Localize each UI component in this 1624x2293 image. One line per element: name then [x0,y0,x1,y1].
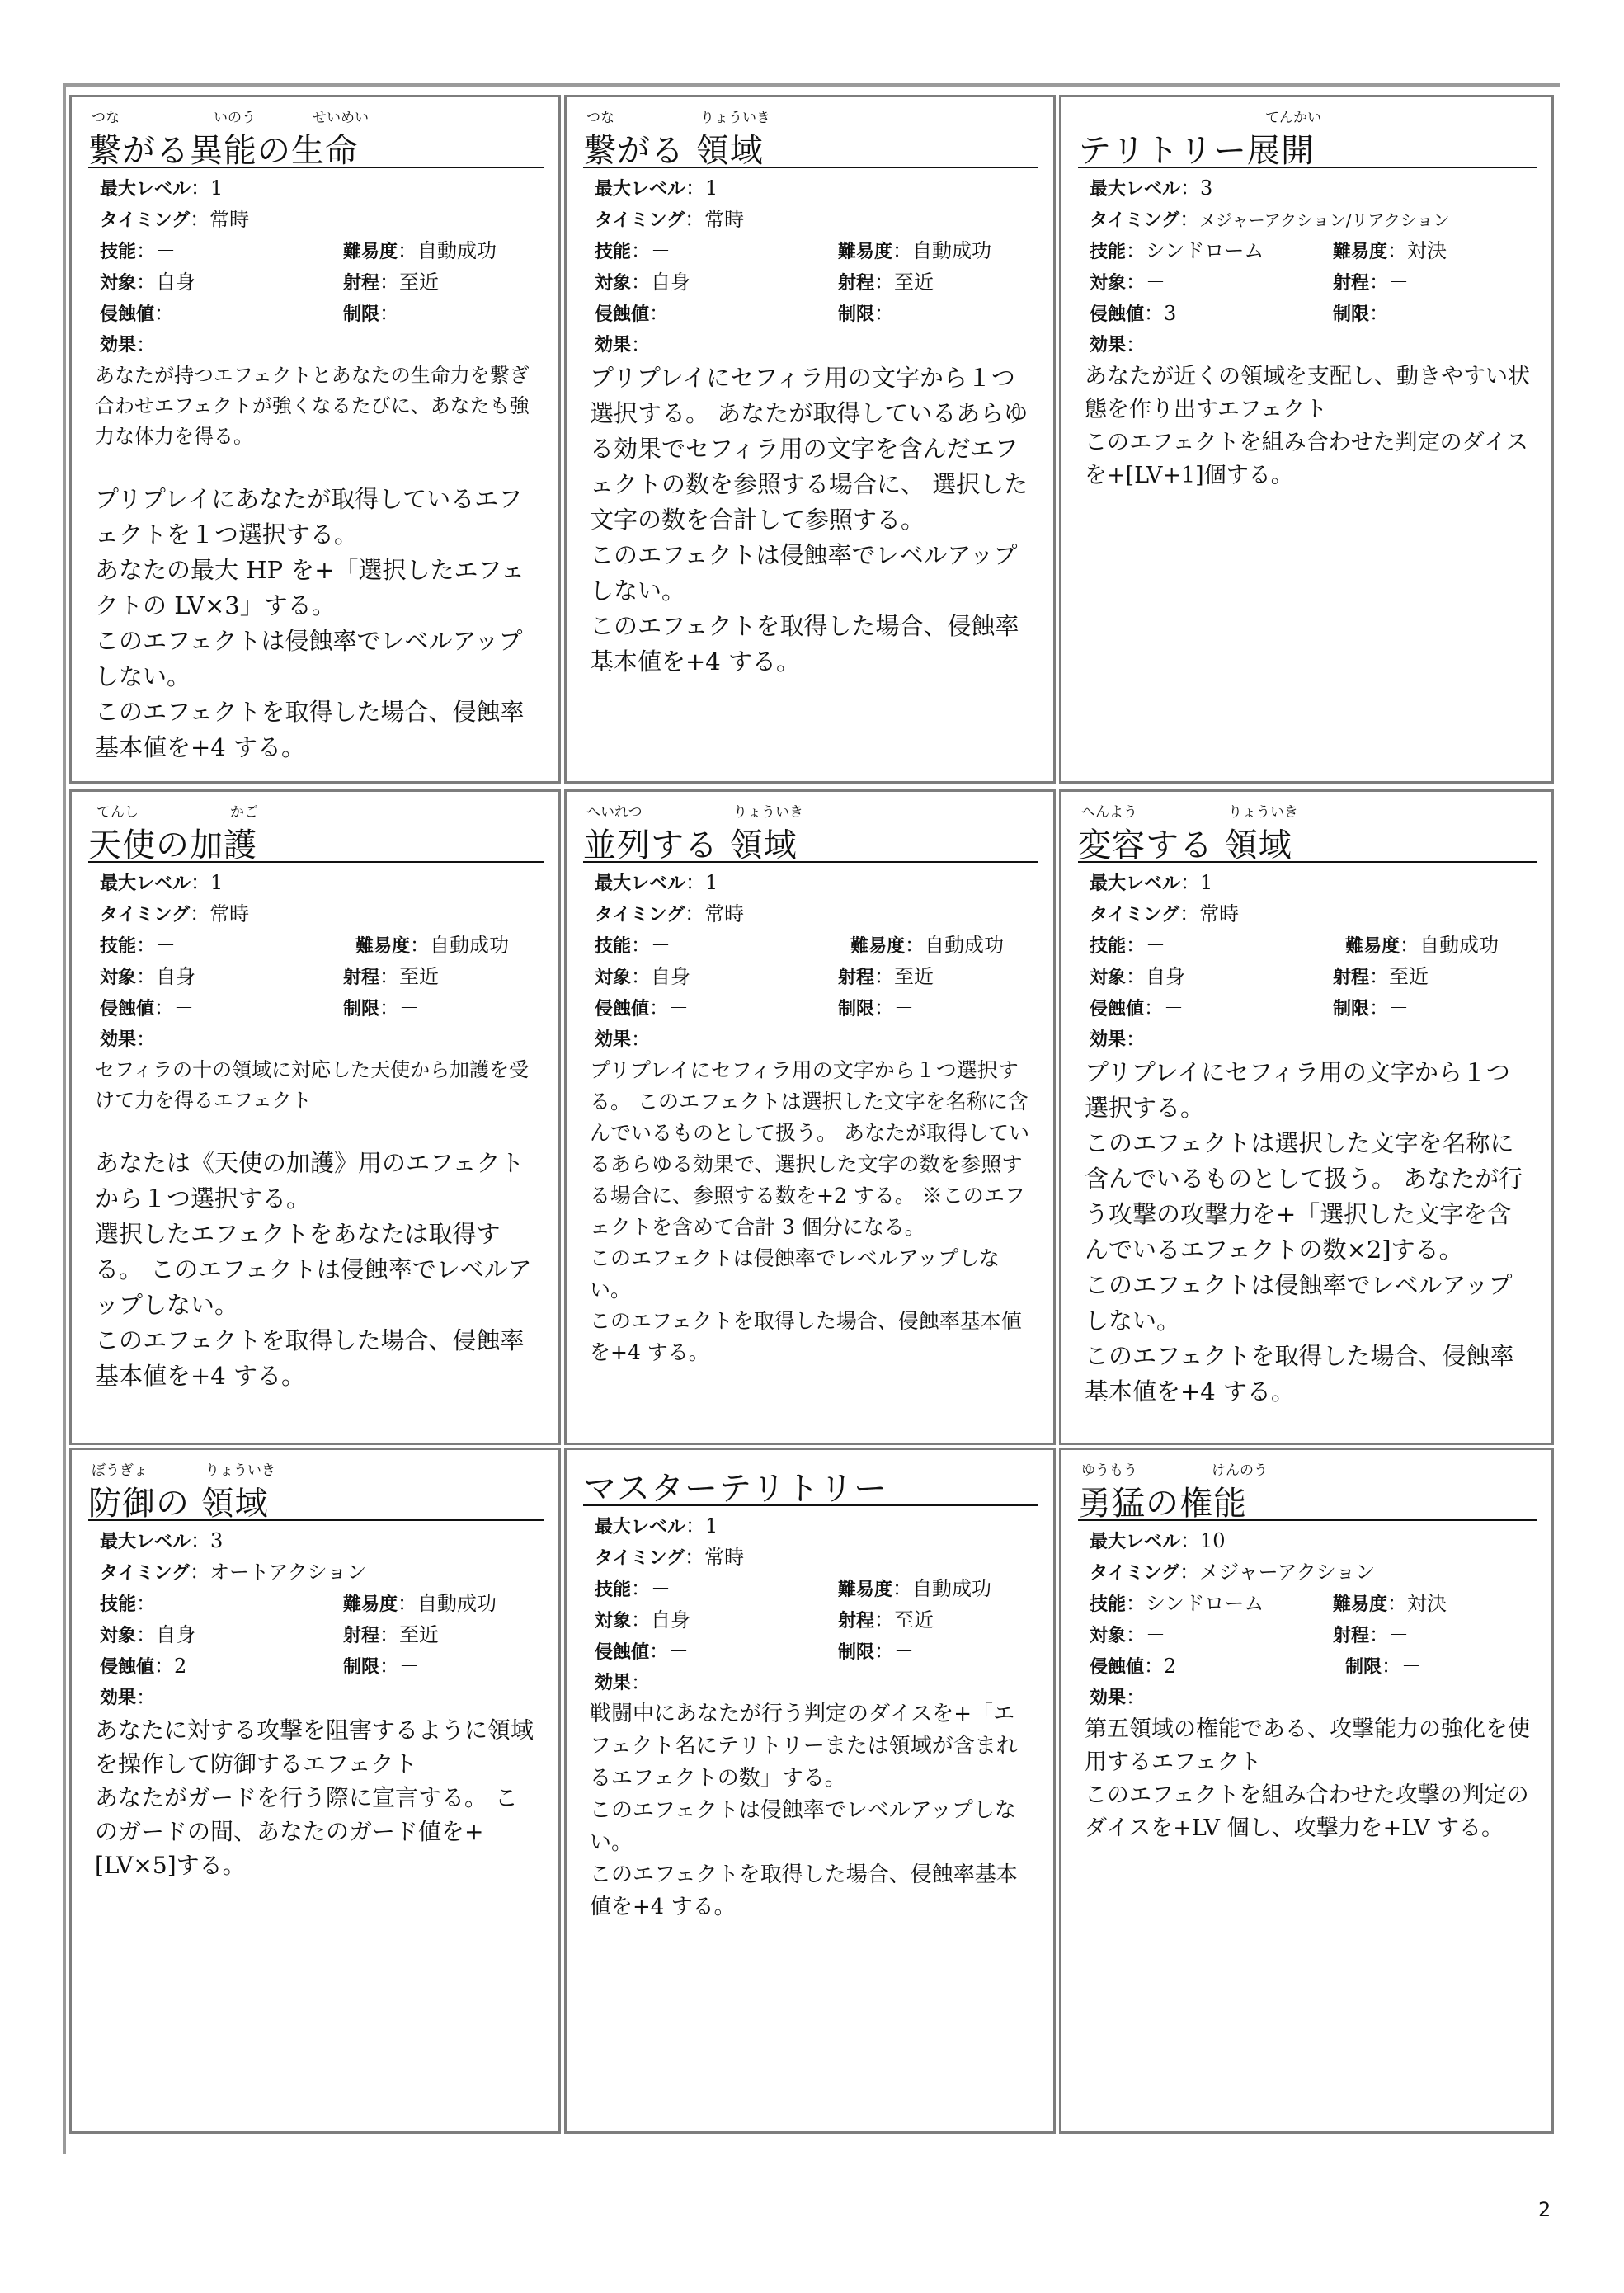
card-title [583,1457,1038,1506]
stat-row: 技能：－ 難易度：自動成功 [595,1577,992,1600]
effect-card [1059,1448,1554,2134]
stat-row: 対象：－ 射程：－ [1090,1623,1410,1646]
stat-row: 効果 ： [1090,1686,1146,1709]
stat-row: 対象：自身 射程：至近 [595,965,934,988]
effect-text: あなたが近くの領域を支配し、動きやすい状態を作り出すエフェクト このエフェクトを組み合わせた判定のダイスを+[LV+1]個する。 [1085,364,1530,488]
stat-row: 侵蝕値：－ 制限：－ [595,996,915,1019]
stat-row: 対象：自身 射程：至近 [100,271,440,294]
stat-row: 技能：－ 難易度：自動成功 [595,934,1005,957]
effect-text: あなたに対する攻撃を阻害するように領域を操作して防御するエフェクト あなたがガードを行う際に宣言する。 このガードの間、あなたのガード値を+[LV×5]する。 [95,1716,534,1879]
effect-card [564,1448,1056,2134]
stat-row: 侵蝕値：3 制限：－ [1090,302,1410,325]
effect-text: プリプレイにセフィラ用の文字から１つ選択する。 あなたが取得しているあらゆる効果でセフィラ用の文字を含んだエフェクトの数を参照する場合に、 選択した文字の数を合計して参照する。 このエフェクトは侵蝕率でレベルアップしない。 このエフェクトを取得した場合、侵蝕率基本値を+4 する。 [590,364,1029,676]
effect-name: マスターテリトリー [583,1470,887,1508]
effect-text: あなたは《天使の加護》用のエフェクトから１つ選択する。 選択したエフェクトをあなたは取得する。 このエフェクトは侵蝕率でレベルアップしない。 このエフェクトを取得した場合、侵蝕率基本値を+4 する。 [95,1149,532,1390]
stat-row: 最大レベル：1 [595,1514,718,1537]
effect-name: 変容する 領域 [1078,826,1292,864]
stat-row: 技能：シンドローム 難易度：対決 [1090,239,1447,262]
stat-row: タイミング：常時 [100,208,250,231]
stat-row: 侵蝕値：2 制限：－ [1090,1655,1422,1678]
effect-card [564,789,1056,1445]
stat-row: 対象：自身 射程：至近 [595,1608,934,1631]
effect-name: 繋がる 領域 [583,132,764,170]
card-title: てんし かご 天使の加護 [88,798,544,863]
stat-row: 侵蝕値：－ 制限：－ [595,1640,915,1663]
stat-row: 最大レベル：1 [595,871,718,894]
stat-row: 対象：自身 射程：至近 [100,1623,440,1646]
effect-name: 天使の加護 [88,826,257,864]
stat-row: 技能：－ 難易度：自動成功 [100,934,510,957]
stat-row: 技能：－ 難易度：自動成功 [1090,934,1499,957]
stat-row: 効果 ： [100,1028,157,1051]
stat-row: 最大レベル：10 [1090,1529,1226,1552]
effect-name: テリトリー展開 [1078,132,1315,170]
effect-card [69,1448,561,2134]
effect-text: 第五領域の権能である、攻撃能力の強化を使用するエフェクト このエフェクトを組み合わせた攻撃の判定のダイスを+LV 個し、攻撃力を+LV する。 [1085,1716,1530,1841]
stat-row: タイミング：メジャーアクション [1090,1561,1376,1584]
stat-row: 効果 ： [1090,1028,1146,1051]
card-title: へいれつ りょういき 並列する 領域 [583,798,1038,863]
effect-card [564,95,1056,784]
effect-text: プリプレイにセフィラ用の文字から１つ選択する。 このエフェクトは選択した文字を名称に含んでいるものとして扱う。 あなたが取得しているあらゆる効果で、選択した文字の数を参照する場合に、参照する数を+2 する。 ※このエフェクトを含めて合計 3 個分になる。 このエフェクトは侵蝕率でレベルアップしない。 このエフェクトを取得した場合、侵蝕率基本値を+4 する。 [590,1058,1029,1364]
stat-row: 対象：自身 射程：至近 [595,271,934,294]
stat-row: 侵蝕値：－ 制限：－ [100,996,420,1019]
stat-row: 効果 ： [595,333,652,356]
stat-row: 最大レベル：1 [100,177,224,200]
stat-row: タイミング：常時 [595,902,745,925]
card-title: ぼうぎょ りょういき 防御の 領域 [88,1457,544,1521]
stat-row: 対象：自身 射程：至近 [100,965,440,988]
stat-row: 技能：－ 難易度：自動成功 [100,1592,497,1615]
effect-card-grid [63,83,1560,2154]
stat-row: 最大レベル：1 [100,871,224,894]
effect-name: 勇猛の権能 [1078,1485,1247,1523]
stat-row: 技能：シンドローム 難易度：対決 [1090,1592,1447,1615]
stat-row: 技能：－ 難易度：自動成功 [595,239,992,262]
effect-text: 戦闘中にあなたが行う判定のダイスを+「エフェクト名にテリトリーまたは領域が含まれるエフェクトの数」する。 このエフェクトは侵蝕率でレベルアップしない。 このエフェクトを取得した場合、侵蝕率基本値を+4 する。 [590,1702,1018,1919]
effect-name: 繋がる異能の生命 [88,132,359,170]
effect-card [69,789,561,1445]
stat-row: タイミング：常時 [1090,902,1240,925]
effect-card [1059,789,1554,1445]
stat-row: 最大レベル：1 [1090,871,1213,894]
stat-row: 侵蝕値：－ 制限：－ [595,302,915,325]
flavor-text: あなたが持つエフェクトとあなたの生命力を繋ぎ合わせエフェクトが強くなるたびに、あなたも強力な体力を得る。 [95,364,530,448]
effect-card [1059,95,1554,784]
card-title: てんかい テリトリー展開 [1078,104,1537,168]
card-title: つな いのう せいめい 繋がる異能の生命 [88,104,544,168]
stat-row: 効果 ： [1090,333,1146,356]
stat-row: 最大レベル：3 [1090,177,1213,200]
stat-row: 侵蝕値：－ 制限：－ [100,302,420,325]
stat-row: 対象：－ 射程：－ [1090,271,1410,294]
card-title: ゆうもう けんのう 勇猛の権能 [1078,1457,1537,1521]
stat-row: 効果 ： [100,333,157,356]
stat-row: タイミング：オートアクション [100,1561,367,1584]
stat-row: 技能：－ 難易度：自動成功 [100,239,497,262]
flavor-text: セフィラの十の領域に対応した天使から加護を受けて力を得るエフェクト [95,1058,530,1112]
effect-name: 並列する 領域 [583,826,798,864]
stat-row: 効果 ： [595,1028,652,1051]
effect-card [69,95,561,784]
stat-row: タイミング：常時 [595,1546,745,1569]
stat-row: 効果 ： [595,1671,652,1694]
stat-row: 最大レベル：3 [100,1529,224,1552]
card-title: つな りょういき 繋がる 領域 [583,104,1038,168]
page-number: 2 [1538,2198,1551,2221]
stat-row: 侵蝕値：－ 制限：－ [1090,996,1410,1019]
stat-row: 侵蝕値：2 制限：－ [100,1655,420,1678]
effect-name: 防御の 領域 [88,1485,269,1523]
card-title: へんよう りょういき 変容する 領域 [1078,798,1537,863]
stat-row: 効果 ： [100,1686,157,1709]
stat-row: タイミング：常時 [100,902,250,925]
effect-text: プリプレイにセフィラ用の文字から１つ選択する。 このエフェクトは選択した文字を名称に含んでいるものとして扱う。 あなたが行う攻撃の攻撃力を+「選択した文字を含んでいるエフェクトの数×2]する。 このエフェクトは侵蝕率でレベルアップしない。 このエフェクトを取得した場合、侵蝕率基本値を+4 する。 [1085,1058,1523,1405]
stat-row: 最大レベル：1 [595,177,718,200]
stat-row: タイミング：メジャーアクション/リアクション [1090,208,1450,231]
stat-row: 対象：自身 射程：至近 [1090,965,1429,988]
effect-text: プリプレイにあなたが取得しているエフェクトを１つ選択する。 あなたの最大 HP を+「選択したエフェクトの LV×3」する。 このエフェクトは侵蝕率でレベルアップしない。 このエフェクトを取得した場合、侵蝕率基本値を+4 する。 [95,485,525,761]
stat-row: タイミング：常時 [595,208,745,231]
